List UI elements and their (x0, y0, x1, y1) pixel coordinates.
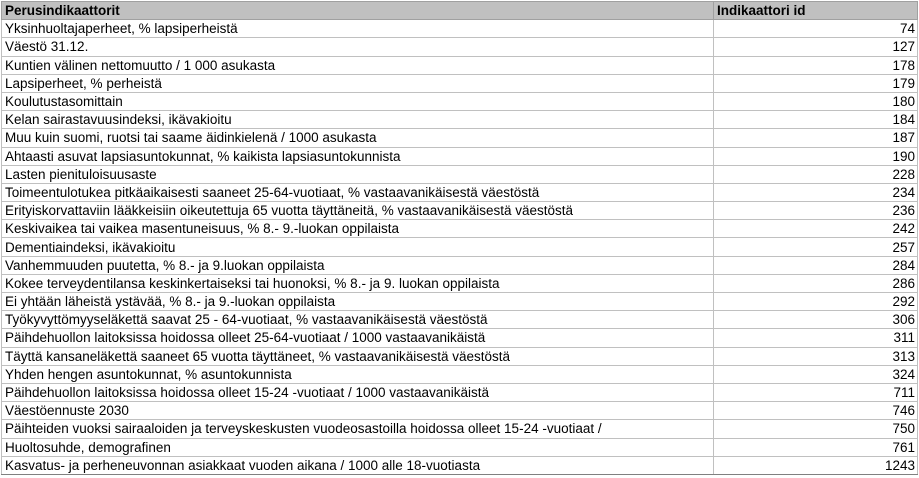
indicator-name-cell: Väestöennuste 2030 (2, 402, 714, 420)
table-row (2, 383, 918, 401)
indicator-name-cell: Muu kuin suomi, ruotsi tai saame äidinkielenä / 1000 asukasta (2, 129, 714, 147)
indicator-id-cell: 306 (714, 311, 918, 329)
indicator-name-cell: Päihdehuollon laitoksissa hoidossa olleet 25-64-vuotiaat / 1000 vastaavanikäistä (2, 329, 714, 347)
indicator-table (1, 1, 918, 475)
indicator-name-cell: Yhden hengen asuntokunnat, % asuntokunnista (2, 365, 714, 383)
indicator-name-cell: Yksinhuoltajaperheet, % lapsiperheistä (2, 20, 714, 38)
indicator-id-cell: 286 (714, 274, 918, 292)
table-row (2, 420, 918, 438)
indicator-name-cell: Erityiskorvattaviin lääkkeisiin oikeutettuja 65 vuotta täyttäneitä, % vastaavanikäisestä väestöstä (2, 202, 714, 220)
table-row (2, 92, 918, 110)
indicator-id-cell: 228 (714, 165, 918, 183)
table-row (2, 456, 918, 474)
table-row (2, 20, 918, 38)
indicator-id-cell: 184 (714, 111, 918, 129)
indicator-name-cell: Toimeentulotukea pitkäaikaisesti saaneet 25-64-vuotiaat, % vastaavanikäisestä väestöstä (2, 183, 714, 201)
indicator-id-cell: 257 (714, 238, 918, 256)
indicator-name-cell: Ahtaasti asuvat lapsiasuntokunnat, % kaikista lapsiasuntokunnista (2, 147, 714, 165)
indicator-id-cell: 284 (714, 256, 918, 274)
header-indicator-id: Indikaattori id (714, 2, 918, 20)
header-indicator-name: Perusindikaattorit (2, 2, 714, 20)
indicator-id-cell: 750 (714, 420, 918, 438)
table-row (2, 56, 918, 74)
indicator-id-cell: 179 (714, 74, 918, 92)
indicator-name-cell: Kokee terveydentilansa keskinkertaiseksi tai huonoksi, % 8.- ja 9. luokan oppilaista (2, 274, 714, 292)
table-row (2, 74, 918, 92)
table-row (2, 311, 918, 329)
indicator-id-cell: 190 (714, 147, 918, 165)
indicator-id-cell: 187 (714, 129, 918, 147)
indicator-id-cell: 242 (714, 220, 918, 238)
indicator-name-cell: Täyttä kansaneläkettä saaneet 65 vuotta täyttäneet, % vastaavanikäisestä väestöstä (2, 347, 714, 365)
indicator-id-cell: 311 (714, 329, 918, 347)
table-row (2, 438, 918, 456)
table-row (2, 293, 918, 311)
table-row (2, 111, 918, 129)
indicator-name-cell: Dementiaindeksi, ikävakioitu (2, 238, 714, 256)
table-row (2, 220, 918, 238)
indicator-id-cell: 236 (714, 202, 918, 220)
table-row (2, 274, 918, 292)
indicator-name-cell: Päihdehuollon laitoksissa hoidossa olleet 15-24 -vuotiaat / 1000 vastaavanikäistä (2, 383, 714, 401)
table-row (2, 329, 918, 347)
indicator-name-cell: Ei yhtään läheistä ystävää, % 8.- ja 9.-luokan oppilaista (2, 293, 714, 311)
indicator-id-cell: 127 (714, 38, 918, 56)
header-row (2, 2, 918, 20)
table-row (2, 183, 918, 201)
indicator-name-cell: Kasvatus- ja perheneuvonnan asiakkaat vuoden aikana / 1000 alle 18-vuotiasta (2, 456, 714, 474)
indicator-name-cell: Lapsiperheet, % perheistä (2, 74, 714, 92)
indicator-name-cell: Kuntien välinen nettomuutto / 1 000 asukasta (2, 56, 714, 74)
indicator-id-cell: 234 (714, 183, 918, 201)
indicator-name-cell: Vanhemmuuden puutetta, % 8.- ja 9.luokan oppilaista (2, 256, 714, 274)
indicator-id-cell: 761 (714, 438, 918, 456)
indicator-id-cell: 746 (714, 402, 918, 420)
indicator-name-cell: Väestö 31.12. (2, 38, 714, 56)
indicator-id-cell: 74 (714, 20, 918, 38)
indicator-name-cell: Keskivaikea tai vaikea masentuneisuus, % 8.- 9.-luokan oppilaista (2, 220, 714, 238)
table-row (2, 238, 918, 256)
table-row (2, 38, 918, 56)
indicator-name-cell: Lasten pienituloisuusaste (2, 165, 714, 183)
indicator-id-cell: 324 (714, 365, 918, 383)
indicator-id-cell: 178 (714, 56, 918, 74)
indicator-name-cell: Kelan sairastavuusindeksi, ikävakioitu (2, 111, 714, 129)
indicator-id-cell: 313 (714, 347, 918, 365)
indicator-name-cell: Koulutustasomittain (2, 92, 714, 110)
table-row (2, 256, 918, 274)
table-row (2, 129, 918, 147)
indicator-name-cell: Huoltosuhde, demografinen (2, 438, 714, 456)
table-row (2, 147, 918, 165)
table-row (2, 347, 918, 365)
table-row (2, 165, 918, 183)
table-row (2, 202, 918, 220)
indicator-id-cell: 1243 (714, 456, 918, 474)
indicator-name-cell: Työkyvyttömyyseläkettä saavat 25 - 64-vuotiaat, % vastaavanikäisestä väestöstä (2, 311, 714, 329)
indicator-name-cell: Päihteiden vuoksi sairaaloiden ja terveyskeskusten vuodeosastoilla hoidossa olleet 15-24 -vuotiaat / (2, 420, 714, 438)
indicator-id-cell: 292 (714, 293, 918, 311)
table-body (2, 20, 918, 475)
table-row (2, 365, 918, 383)
indicator-id-cell: 180 (714, 92, 918, 110)
indicator-id-cell: 711 (714, 383, 918, 401)
table-row (2, 402, 918, 420)
